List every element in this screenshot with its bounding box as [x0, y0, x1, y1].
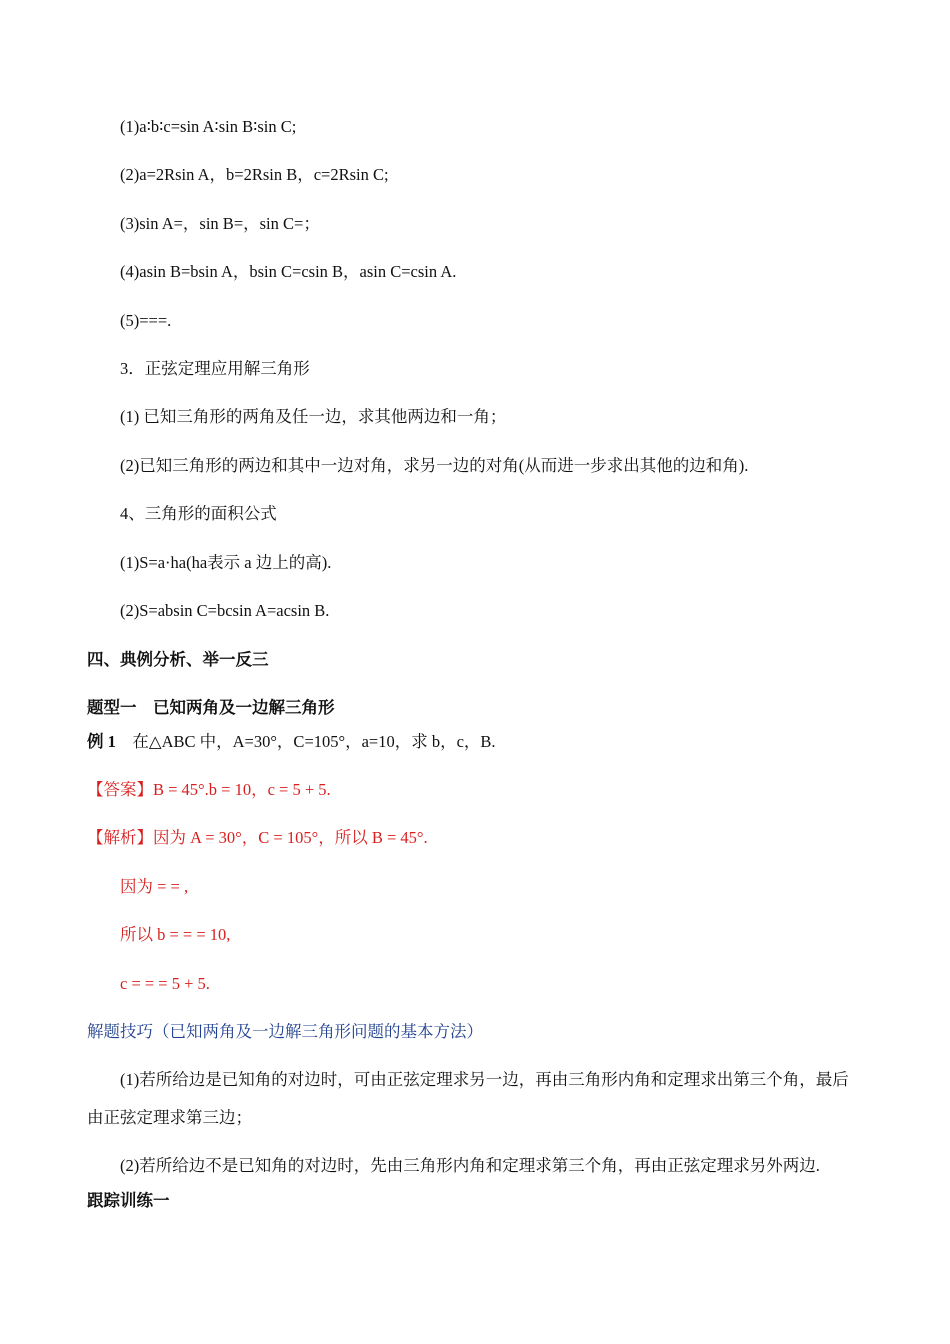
formula-5: (5)===. [120, 311, 172, 330]
tips-item-2: (2)若所给边不是已知角的对边时，先由三角形内角和定理求第三个角，再由正弦定理求另外两边. [120, 1156, 820, 1175]
section3-item-1: (1) 已知三角形的两角及任一边，求其他两边和一角； [120, 407, 507, 426]
example1-text: 在△ABC 中，A=30°，C=105°，a=10，求 b，c，B. [132, 732, 496, 751]
section4-item-1: (1)S=a·ha(ha表示 a 边上的高). [120, 553, 332, 572]
part4-heading: 四、典例分析、举一反三 [87, 650, 269, 669]
section3-item-2: (2)已知三角形的两边和其中一边对角，求另一边的对角(从而进一步求出其他的边和角). [120, 456, 749, 475]
formula-2: (2)a=2Rsin A，b=2Rsin B，c=2Rsin C; [120, 165, 389, 184]
analysis-label: 【解析】 [87, 828, 153, 847]
answer [87, 780, 331, 800]
analysis-step-2: 所以 b = = = 10, [120, 925, 231, 944]
section4-item-2: (2)S=absin C=bcsin A=acsin B. [120, 601, 330, 620]
tips-item-1-line-2: 由正弦定理求第三边； [87, 1108, 252, 1127]
section4-heading: 4、三角形的面积公式 [120, 504, 277, 523]
tips-item-1-line-1: (1)若所给边是已知角的对边时，可由正弦定理求另一边，再由三角形内角和定理求出第三个角，最后 [120, 1070, 849, 1089]
formula-1: (1)a∶b∶c=sin A∶sin B∶sin C; [120, 117, 297, 136]
section3-heading: 3．正弦定理应用解三角形 [120, 359, 310, 378]
example1 [87, 732, 496, 752]
analysis [87, 828, 428, 848]
example1-label: 例 1 [87, 732, 116, 751]
formula-3: (3)sin A=，sin B=，sin C=； [120, 214, 320, 233]
practice-heading: 跟踪训练一 [87, 1191, 170, 1210]
analysis-step-1: 因为 = = , [120, 877, 189, 896]
analysis-text: 因为 A = 30°，C = 105°，所以 B = 45°. [153, 828, 428, 847]
formula-4: (4)asin B=bsin A，bsin C=csin B，asin C=csin A. [120, 262, 457, 281]
tips-heading: 解题技巧（已知两角及一边解三角形问题的基本方法） [87, 1022, 483, 1041]
analysis-step-3: c = = = 5 + 5. [120, 974, 210, 993]
answer-text: B = 45°.b = 10，c = 5 + 5. [153, 780, 331, 799]
type1-heading: 题型一 已知两角及一边解三角形 [87, 698, 335, 717]
answer-label: 【答案】 [87, 780, 153, 799]
